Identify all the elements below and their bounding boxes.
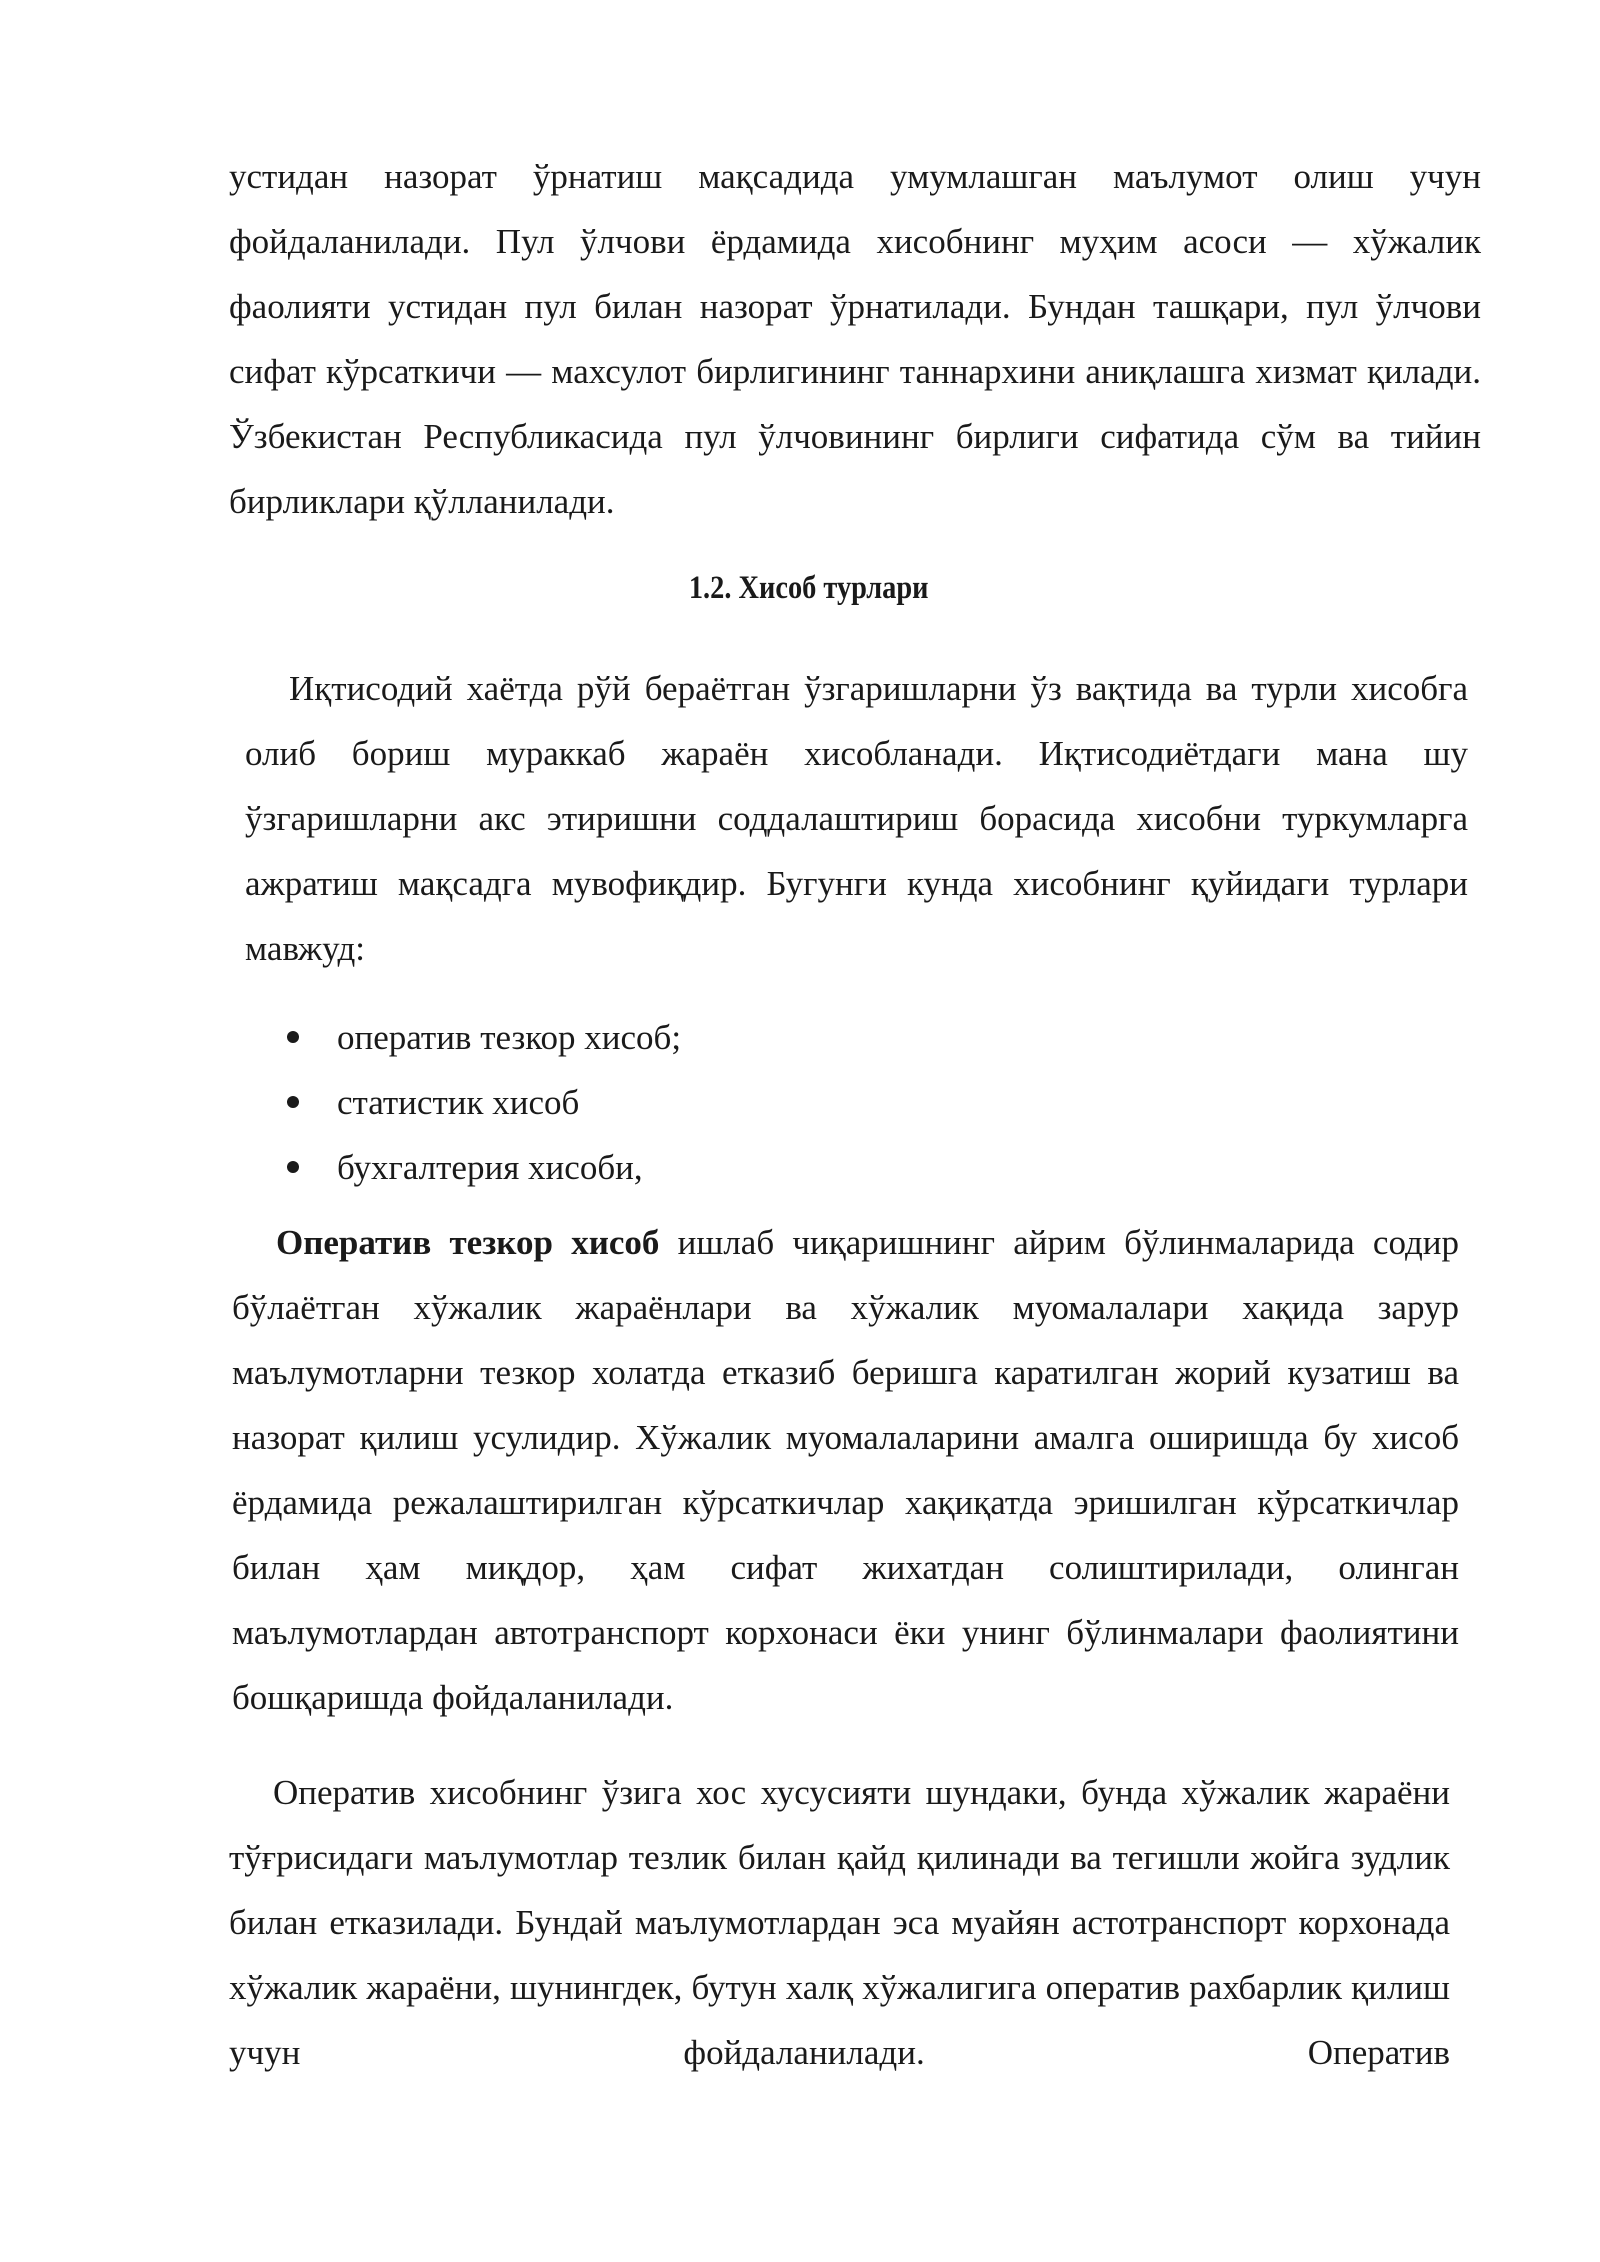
bullet-icon — [287, 1161, 299, 1173]
list-item-text: статистик хисоб — [337, 1083, 580, 1122]
list-item-text: бухгалтерия хисоби, — [337, 1148, 643, 1187]
bullet-icon — [287, 1031, 299, 1043]
paragraph-types-intro: Иқтисодий хаётда рўй бераётган ўзгаришларни ўз вақтида ва турли хисобга олиб бориш мураккаб жараён хисобланади. Иқтисодиётдаги мана шу ўзгаришларни акс этиришни соддалаштириш борасида хисобни туркумларга ажратиш мақсадга мувофиқдир. Бугунги кунда хисобнинг қуйидаги турлари мавжуд: — [245, 669, 1468, 968]
bullet-icon — [287, 1096, 299, 1108]
paragraph-operative-accounting — [232, 1210, 1459, 1730]
paragraph-operative-features: Оператив хисобнинг ўзига хос хусусияти шундаки, бунда хўжалик жараёни тўғрисидаги маълумотлар тезлик билан қайд қилинади ва тегишли жойга зудлик билан етказилади. Бундай маълумотлардан эса муайян астотранспорт корхонада хўжалик жараёни, шунингдек, бутун халқ хўжалигига оператив рахбарлик қилиш учун фойдаланилади. Оператив — [229, 1773, 1450, 2072]
paragraph-operative-text: ишлаб чиқаришнинг айрим бўлинмаларида содир бўлаётган хўжалик жараёнлари ва хўжалик муомалалари хақида зарур маълумотларни тезкор холатда етказиб беришга каратилган жорий кузатиш ва назорат қилиш усулидир. Хўжалик муомалаларини амалга оширишда бу хисоб ёрдамида режалаштирилган кўрсаткичлар хақиқатда эришилган кўрсаткичлар билан ҳам миқдор, ҳам сифат жихатдан солиштирилади, олинган маълумотлардан автотранспорт корхонаси ёки унинг бўлинмалари фаолиятини бошқаришда фойдаланилади. — [232, 1223, 1459, 1717]
paragraph-intro: устидан назорат ўрнатиш мақсадида умумлашган маълумот олиш учун фойдаланилади. Пул ўлчови ёрдамида хисобнинг муҳим асоси — хўжалик фаолияти устидан пул билан назорат ўрнатилади. Бундан ташқари, пул ўлчови сифат кўрсаткичи — махсулот бирлигининг таннархини аниқлашга хизмат қилади. Ўзбекистан Республикасида пул ўлчовининг бирлиги сифатида сўм ва тийин бирликлари қўлланилади. — [229, 157, 1481, 521]
section-heading: 1.2. Хисоб турлари — [688, 570, 929, 606]
list-item-text: оператив тезкор хисоб; — [337, 1018, 682, 1057]
term-bold: Оператив тезкор хисоб — [276, 1223, 660, 1262]
